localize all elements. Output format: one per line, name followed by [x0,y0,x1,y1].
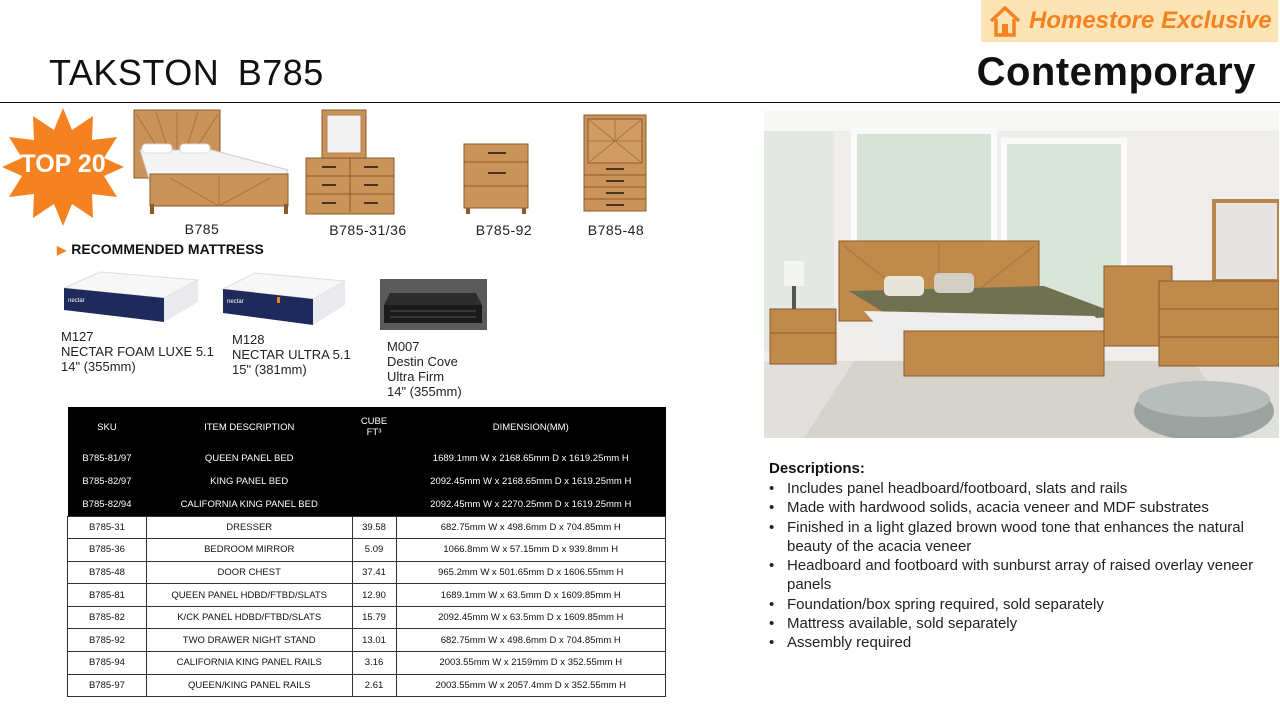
cell-sku: B785-81/97 [68,447,147,470]
nectar-logo-text: nectar [68,298,85,304]
cell-sku: B785-36 [68,539,147,562]
cell-description: QUEEN/KING PANEL RAILS [146,674,352,697]
header-divider [0,102,1280,103]
mattress-name: NECTAR FOAM LUXE 5.1 [61,344,214,359]
mattress-m007-info [387,339,497,399]
cell-description: DOOR CHEST [146,561,352,584]
cell-dimension: 1689.1mm W x 63.5mm D x 1609.85mm H [396,584,666,607]
product-label-bed: B785 [184,221,220,237]
table-row [68,584,666,607]
column-header-dimension: DIMENSION(MM) [396,407,666,447]
cell-dimension: 965.2mm W x 501.65mm D x 1606.55mm H [396,561,666,584]
cell-sku: B785-31 [68,516,147,539]
mattress-size: 14" (355mm) [61,359,136,374]
cell-description: QUEEN PANEL BED [146,447,352,470]
table-header-row [68,407,666,447]
cell-sku: B785-92 [68,629,147,652]
cell-cube [352,447,396,470]
list-item: • Headboard and footboard with sunburst array of raised overlay veneer panels [769,556,1277,595]
product-label-dresser: B785-31/36 [329,222,407,238]
cell-dimension: 1066.8mm W x 57.15mm D x 939.8mm H [396,539,666,562]
cell-dimension: 682.75mm W x 498.6mm D x 704.85mm H [396,516,666,539]
cell-cube: 15.79 [352,606,396,629]
recommended-mattress-title [57,241,264,257]
mattress-m007-image [380,279,487,330]
panel-bed-image [130,108,290,214]
cell-dimension: 2003.55mm W x 2057.4mm D x 352.55mm H [396,674,666,697]
dresser-mirror-image [304,108,398,218]
cell-cube: 3.16 [352,652,396,675]
arrow-right-icon: ▶ [57,243,67,257]
mattress-m127-image [60,270,200,324]
table-row [68,470,666,493]
cell-sku: B785-82/97 [68,470,147,493]
mattress-sku: M128 [232,332,265,347]
cell-sku: B785-82 [68,606,147,629]
list-item: • Includes panel headboard/footboard, slats and rails [769,479,1277,498]
cell-description: K/CK PANEL HDBD/FTBD/SLATS [146,606,352,629]
mattress-m128-image [219,271,347,327]
cell-description: TWO DRAWER NIGHT STAND [146,629,352,652]
cell-cube: 13.01 [352,629,396,652]
brand-banner [981,0,1278,42]
list-item: • Assembly required [769,633,1277,652]
list-item: • Finished in a light glazed brown wood tone that enhances the natural beauty of the acacia veneer [769,518,1277,557]
cell-sku: B785-94 [68,652,147,675]
table-row [68,539,666,562]
cell-description: DRESSER [146,516,352,539]
cell-dimension: 682.75mm W x 498.6mm D x 704.85mm H [396,629,666,652]
home-icon [987,4,1023,38]
mattress-sku: M007 [387,339,420,354]
style-label: Contemporary [976,50,1256,94]
cell-cube: 39.58 [352,516,396,539]
cell-description: QUEEN PANEL HDBD/FTBD/SLATS [146,584,352,607]
list-item: • Made with hardwood solids, acacia veneer and MDF substrates [769,498,1277,517]
column-header-sku: SKU [68,407,147,447]
descriptions-title: Descriptions: [769,460,865,477]
cell-description: BEDROOM MIRROR [146,539,352,562]
spec-table [67,407,666,697]
mattress-size: 15" (381mm) [232,362,307,377]
descriptions-list [769,479,1277,653]
cell-sku: B785-82/94 [68,493,147,516]
cell-description: CALIFORNIA KING PANEL BED [146,493,352,516]
cell-cube: 5.09 [352,539,396,562]
cell-cube: 12.90 [352,584,396,607]
mattress-size: 14" (355mm) [387,384,462,399]
list-item: • Foundation/box spring required, sold separately [769,595,1277,614]
list-item: • Mattress available, sold separately [769,614,1277,633]
cell-description: KING PANEL BED [146,470,352,493]
brand-label: Homestore Exclusive [1029,7,1272,34]
table-row [68,652,666,675]
cell-sku: B785-48 [68,561,147,584]
mattress-m127-info [61,329,221,374]
cell-dimension: 1689.1mm W x 2168.65mm D x 1619.25mm H [396,447,666,470]
table-row [68,629,666,652]
cell-cube: 2.61 [352,674,396,697]
mattress-name: Destin Cove [387,354,458,369]
table-row [68,674,666,697]
table-row [68,516,666,539]
product-label-nightstand: B785-92 [475,222,533,238]
cell-sku: B785-97 [68,674,147,697]
mattress-name-2: Ultra Firm [387,369,445,384]
table-row [68,447,666,470]
product-label-chest: B785-48 [587,222,645,238]
nectar-logo-text: nectar [227,299,244,305]
cell-description: CALIFORNIA KING PANEL RAILS [146,652,352,675]
cell-dimension: 2092.45mm W x 63.5mm D x 1609.85mm H [396,606,666,629]
page-title: TAKSTON B785 [49,52,324,93]
bedroom-photo [764,111,1279,438]
mattress-sku: M127 [61,329,94,344]
table-row [68,561,666,584]
column-header-description: ITEM DESCRIPTION [146,407,352,447]
mattress-m128-info [232,332,372,377]
top-badge-label: TOP 20 [20,150,106,178]
cell-dimension: 2092.45mm W x 2168.65mm D x 1619.25mm H [396,470,666,493]
column-header-cube: CUBE FT³ [352,407,396,447]
nightstand-image [462,142,532,214]
table-row [68,606,666,629]
cell-cube: 37.41 [352,561,396,584]
cell-cube [352,470,396,493]
table-row [68,493,666,516]
cell-dimension: 2003.55mm W x 2159mm D x 352.55mm H [396,652,666,675]
door-chest-image [582,113,648,215]
mattress-name: NECTAR ULTRA 5.1 [232,347,351,362]
recommended-mattress-label: RECOMMENDED MATTRESS [71,241,264,257]
cell-dimension: 2092.45mm W x 2270.25mm D x 1619.25mm H [396,493,666,516]
cell-cube [352,493,396,516]
cell-sku: B785-81 [68,584,147,607]
